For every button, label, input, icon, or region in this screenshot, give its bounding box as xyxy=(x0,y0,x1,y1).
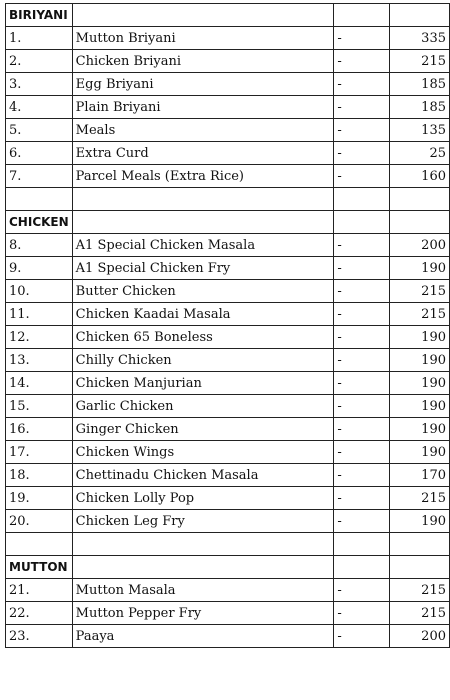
item-price: 200 xyxy=(390,625,450,648)
menu-item-row xyxy=(6,579,450,602)
item-price: 190 xyxy=(390,510,450,533)
item-separator: - xyxy=(334,418,390,441)
item-name: Plain Briyani xyxy=(72,96,334,119)
menu-item-row xyxy=(6,96,450,119)
item-separator: - xyxy=(334,234,390,257)
item-price: 215 xyxy=(390,487,450,510)
item-number: 20. xyxy=(6,510,73,533)
item-price: 200 xyxy=(390,234,450,257)
menu-item-row xyxy=(6,395,450,418)
item-name: Chettinadu Chicken Masala xyxy=(72,464,334,487)
section-header-row xyxy=(6,4,450,27)
item-separator: - xyxy=(334,27,390,50)
item-name: Chicken Wings xyxy=(72,441,334,464)
item-number: 9. xyxy=(6,257,73,280)
item-name: Mutton Briyani xyxy=(72,27,334,50)
item-price: 190 xyxy=(390,257,450,280)
item-number: 17. xyxy=(6,441,73,464)
item-name: Chicken Kaadai Masala xyxy=(72,303,334,326)
menu-item-row xyxy=(6,418,450,441)
item-number: 11. xyxy=(6,303,73,326)
item-separator: - xyxy=(334,326,390,349)
menu-item-row xyxy=(6,510,450,533)
item-name: Extra Curd xyxy=(72,142,334,165)
menu-item-row xyxy=(6,303,450,326)
item-number: 8. xyxy=(6,234,73,257)
item-name: Chicken 65 Boneless xyxy=(72,326,334,349)
item-number: 13. xyxy=(6,349,73,372)
item-number: 15. xyxy=(6,395,73,418)
menu-item-row xyxy=(6,487,450,510)
item-name: Garlic Chicken xyxy=(72,395,334,418)
item-price: 215 xyxy=(390,280,450,303)
item-number: 6. xyxy=(6,142,73,165)
item-name: Chicken Lolly Pop xyxy=(72,487,334,510)
item-price: 215 xyxy=(390,602,450,625)
item-name: Meals xyxy=(72,119,334,142)
item-name: Chicken Briyani xyxy=(72,50,334,73)
item-number: 21. xyxy=(6,579,73,602)
section-title: MUTTON xyxy=(6,556,73,579)
item-separator: - xyxy=(334,96,390,119)
item-separator: - xyxy=(334,349,390,372)
item-separator: - xyxy=(334,395,390,418)
item-separator: - xyxy=(334,303,390,326)
item-price: 215 xyxy=(390,303,450,326)
menu-item-row xyxy=(6,73,450,96)
menu-item-row xyxy=(6,372,450,395)
item-name: Chicken Leg Fry xyxy=(72,510,334,533)
item-number: 19. xyxy=(6,487,73,510)
item-number: 12. xyxy=(6,326,73,349)
item-name: A1 Special Chicken Fry xyxy=(72,257,334,280)
item-separator: - xyxy=(334,510,390,533)
item-number: 22. xyxy=(6,602,73,625)
item-number: 4. xyxy=(6,96,73,119)
spacer-row xyxy=(6,533,450,556)
item-number: 14. xyxy=(6,372,73,395)
item-number: 7. xyxy=(6,165,73,188)
section-header-row xyxy=(6,211,450,234)
item-name: Chicken Manjurian xyxy=(72,372,334,395)
item-separator: - xyxy=(334,119,390,142)
menu-item-row xyxy=(6,349,450,372)
section-title: BIRIYANI xyxy=(6,4,73,27)
menu-item-row xyxy=(6,165,450,188)
item-name: A1 Special Chicken Masala xyxy=(72,234,334,257)
item-name: Egg Briyani xyxy=(72,73,334,96)
item-name: Mutton Pepper Fry xyxy=(72,602,334,625)
menu-item-row xyxy=(6,27,450,50)
item-price: 215 xyxy=(390,579,450,602)
menu-item-row xyxy=(6,441,450,464)
menu-item-row xyxy=(6,119,450,142)
item-number: 16. xyxy=(6,418,73,441)
item-number: 2. xyxy=(6,50,73,73)
menu-item-row xyxy=(6,234,450,257)
menu-item-row xyxy=(6,142,450,165)
item-separator: - xyxy=(334,257,390,280)
item-separator: - xyxy=(334,50,390,73)
menu-item-row xyxy=(6,326,450,349)
item-separator: - xyxy=(334,441,390,464)
item-price: 335 xyxy=(390,27,450,50)
item-separator: - xyxy=(334,73,390,96)
item-price: 190 xyxy=(390,395,450,418)
item-number: 10. xyxy=(6,280,73,303)
item-price: 215 xyxy=(390,50,450,73)
item-number: 18. xyxy=(6,464,73,487)
item-price: 190 xyxy=(390,441,450,464)
item-price: 190 xyxy=(390,372,450,395)
spacer-row xyxy=(6,188,450,211)
item-separator: - xyxy=(334,372,390,395)
item-name: Parcel Meals (Extra Rice) xyxy=(72,165,334,188)
item-price: 185 xyxy=(390,73,450,96)
item-price: 160 xyxy=(390,165,450,188)
item-price: 185 xyxy=(390,96,450,119)
item-separator: - xyxy=(334,165,390,188)
menu-table xyxy=(5,3,450,648)
item-separator: - xyxy=(334,602,390,625)
item-separator: - xyxy=(334,142,390,165)
menu-item-row xyxy=(6,280,450,303)
item-name: Mutton Masala xyxy=(72,579,334,602)
item-number: 1. xyxy=(6,27,73,50)
item-name: Paaya xyxy=(72,625,334,648)
menu-item-row xyxy=(6,50,450,73)
item-price: 25 xyxy=(390,142,450,165)
item-separator: - xyxy=(334,625,390,648)
item-separator: - xyxy=(334,464,390,487)
item-price: 190 xyxy=(390,349,450,372)
menu-item-row xyxy=(6,602,450,625)
item-name: Butter Chicken xyxy=(72,280,334,303)
menu-item-row xyxy=(6,464,450,487)
item-separator: - xyxy=(334,280,390,303)
item-separator: - xyxy=(334,579,390,602)
menu-item-row xyxy=(6,257,450,280)
menu-item-row xyxy=(6,625,450,648)
item-number: 23. xyxy=(6,625,73,648)
item-price: 170 xyxy=(390,464,450,487)
item-price: 190 xyxy=(390,418,450,441)
item-name: Ginger Chicken xyxy=(72,418,334,441)
item-separator: - xyxy=(334,487,390,510)
item-price: 135 xyxy=(390,119,450,142)
item-number: 5. xyxy=(6,119,73,142)
item-price: 190 xyxy=(390,326,450,349)
section-title: CHICKEN xyxy=(6,211,73,234)
item-number: 3. xyxy=(6,73,73,96)
section-header-row xyxy=(6,556,450,579)
item-name: Chilly Chicken xyxy=(72,349,334,372)
